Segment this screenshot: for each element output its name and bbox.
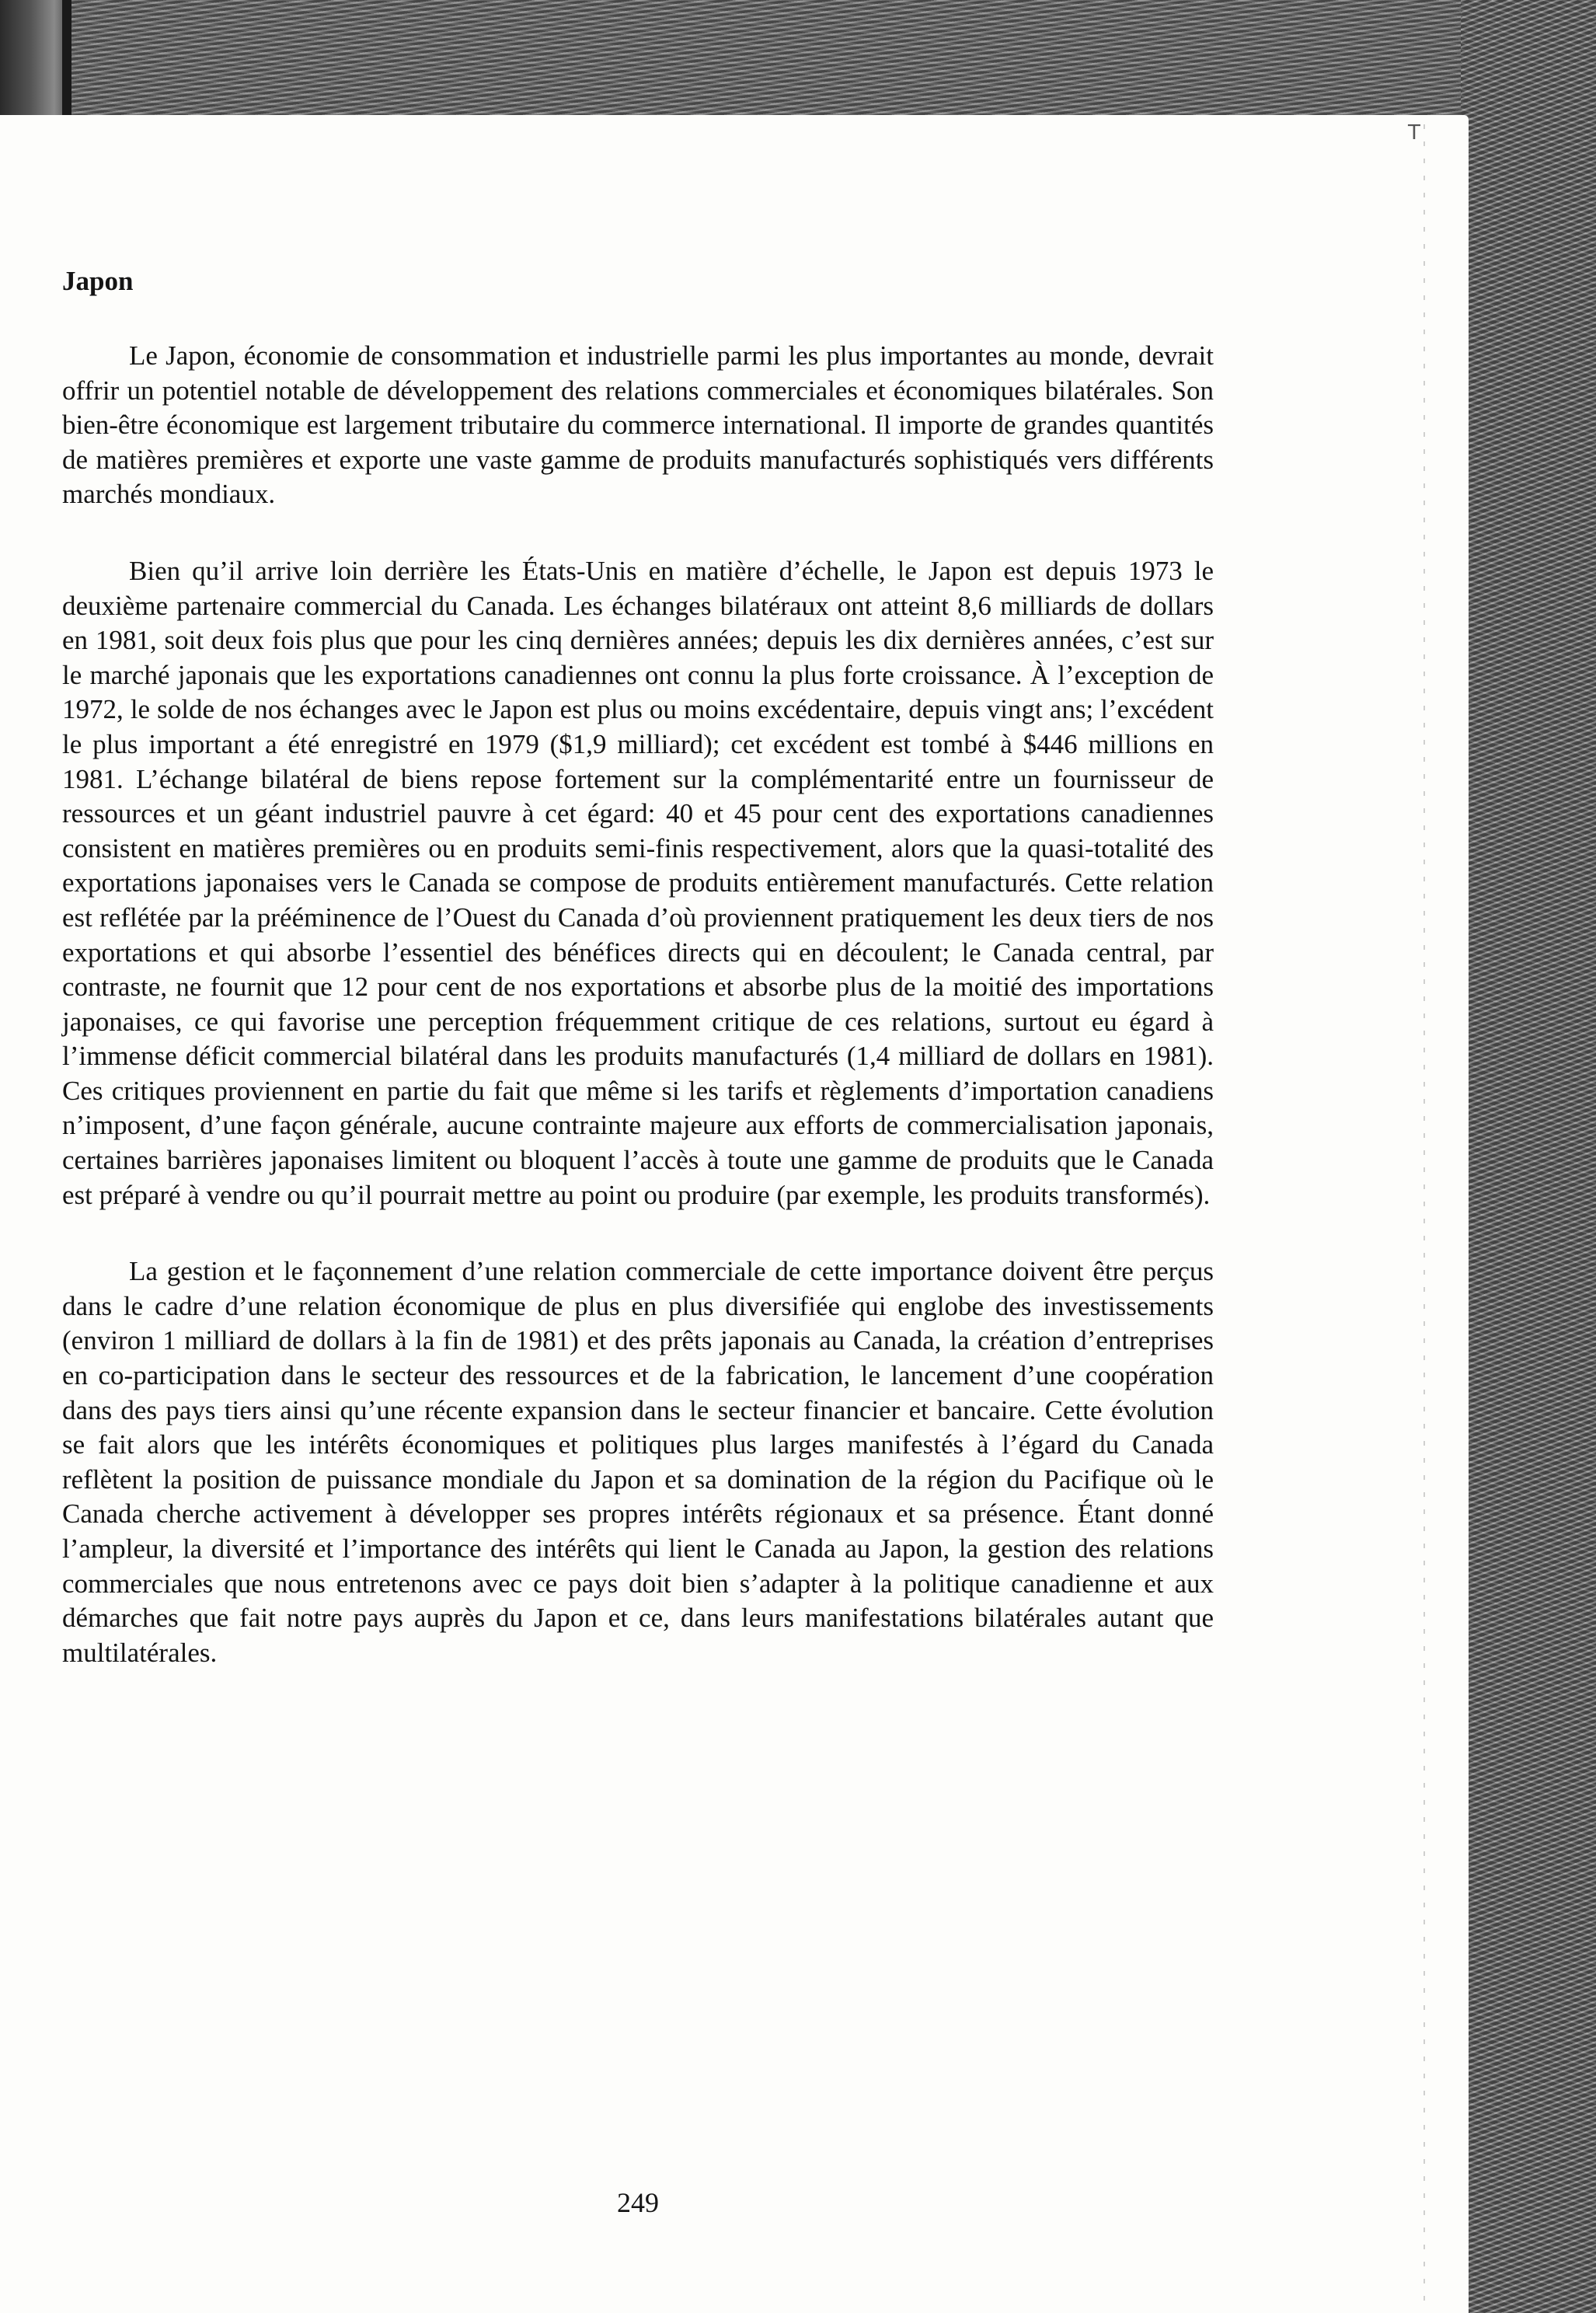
binding-line (62, 0, 71, 117)
paper-fold-line (1424, 124, 1425, 2301)
page-content (62, 264, 1214, 1712)
scan-binding-shadow (0, 0, 71, 117)
paragraph-1: Le Japon, économie de consommation et industrielle parmi les plus importantes au monde, devrait offrir un potentiel notable de développement des relations commerciales et économiques bilatérales. Son bien-être économique est largement tributaire du commerce international. Il importe de grandes quantités de matières premières et exporte une vaste gamme de produits manufacturés sophistiqués vers différents marchés mondiaux. (62, 340, 1214, 510)
corner-mark: T (1408, 121, 1420, 145)
section-heading: Japon (62, 266, 134, 296)
scan-border-top (0, 0, 1596, 117)
paragraph-2: Bien qu’il arrive loin derrière les États-Unis en matière d’échelle, le Japon est depuis 1973 le deuxième partenaire commercial du Canada. Les échanges bilatéraux ont atteint 8,6 milliards de dollars en 1981, soit deux fois plus que pour les cinq dernières années; depuis les dix dernières années, c’est sur le marché japonais que les exportations canadiennes ont connu la plus forte croissance. À l’exception de 1972, le solde de nos échanges avec le Japon est plus ou moins excédentaire, depuis vingt ans; l’excédent le plus important a été enregistré en 1979 ($1,9 milliard); cet excédent est tombé à $446 millions en 1981. L’échange bilatéral de biens repose fortement sur la complémentarité entre un fournisseur de ressources et un géant industriel pauvre à cet égard: 40 et 45 pour cent des exportations canadiennes consistent en matières premières ou en produits semi-finis respectivement, alors que la quasi-totalité des exportations japonaises vers le Canada se compose de produits entièrement manufacturés. Cette relation est reflétée par la prééminence de l’Ouest du Canada d’où proviennent pratiquement les deux tiers de nos exportations et qui absorbe l’essentiel des bénéfices directs qui en découlent; le Canada central, par contraste, ne fournit que 12 pour cent de nos exportations et absorbe plus de la moitié des importations japonaises, ce qui favorise une perception fréquemment critique de ces relations, surtout eu égard à l’immense déficit commercial bilatéral dans les produits manufacturés (1,4 milliard de dollars en 1981). Ces critiques proviennent en partie du fait que même si les tarifs et règlements d’importation canadiens n’imposent, d’une façon générale, aucune contrainte majeure aux efforts de commercialisation japonais, certaines barrières japonaises limitent ou bloquent l’accès à toute une gamme de produits que le Canada est préparé à vendre ou qu’il pourrait mettre au point ou produire (par exemple, les produits transformés). (62, 555, 1214, 1210)
scan-border-right (1461, 0, 1596, 2313)
page-number: 249 (617, 2187, 659, 2218)
paragraph-3: La gestion et le façonnement d’une relation commerciale de cette importance doivent être perçus dans le cadre d’une relation économique de plus en plus diversifiée qui englobe des investissements (environ 1 milliard de dollars à la fin de 1981) et des prêts japonais au Canada, la création d’entreprises en co-participation dans le secteur des ressources et de la fabrication, le lancement d’une coopération dans des pays tiers ainsi qu’une récente expansion dans le secteur financier et bancaire. Cette évolution se fait alors que les intérêts économiques et politiques plus larges manifestés à l’égard du Canada reflètent la position de puissance mondiale du Japon et sa domination de la région du Pacifique où le Canada cherche activement à développer ses propres intérêts régionaux et sa présence. Étant donné l’ampleur, la diversité et l’importance des intérêts qui lient le Canada au Japon, la gestion des relations commerciales que nous entretenons avec ce pays doit bien s’adapter à la politique canadienne et aux démarches que fait notre pays auprès du Japon et ce, dans leurs manifestations bilatérales autant que multilatérales. (62, 1256, 1214, 1668)
